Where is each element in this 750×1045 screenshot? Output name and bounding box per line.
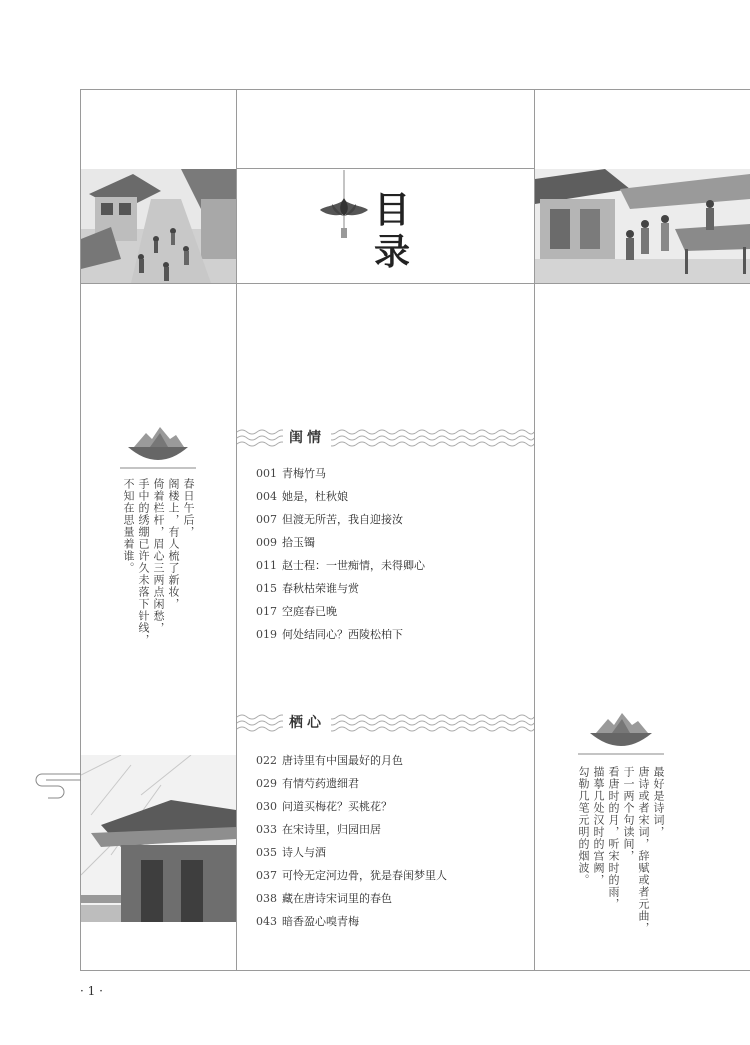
title-box-bottom bbox=[80, 283, 750, 284]
frame-col-line-1 bbox=[236, 89, 237, 971]
cloud-scroll-ornament bbox=[28, 764, 84, 800]
right-verse-line-2: 唐诗或者宋词，辞赋或者元曲， bbox=[637, 766, 650, 934]
toc-entry[interactable]: 037 可怜无定河边骨，犹是春闺梦里人 bbox=[256, 869, 447, 882]
toc-entry[interactable]: 043 暗香盈心嗅青梅 bbox=[256, 915, 359, 928]
right-verse-line-3: 于一两个句读间， bbox=[622, 766, 635, 862]
wave-divider-icon bbox=[237, 427, 534, 449]
toc-entry[interactable]: 029 有情芍药遗细君 bbox=[256, 777, 359, 790]
toc-entry[interactable]: 009 拾玉镯 bbox=[256, 536, 315, 549]
toc-entry[interactable]: 015 春秋枯荣谁与赏 bbox=[256, 582, 359, 595]
page-number: · 1 · bbox=[80, 984, 103, 998]
title-char-2: 录 bbox=[374, 231, 411, 273]
toc-entry[interactable]: 004 她是，杜秋娘 bbox=[256, 490, 348, 503]
frame-top-line bbox=[80, 89, 750, 90]
left-verse-line-4: 手中的绣绷已许久未落下针线， bbox=[137, 478, 150, 646]
toc-entry[interactable]: 030 问道买梅花？买桃花？ bbox=[256, 800, 392, 813]
wave-divider-icon bbox=[237, 712, 534, 734]
section-heading-1: 闺情 bbox=[283, 427, 331, 449]
right-verse-line-6: 勾勒几笔元明的烟波。 bbox=[577, 766, 590, 886]
right-verse-line-1: 最好是诗词， bbox=[652, 766, 665, 838]
section-heading-2: 栖心 bbox=[283, 712, 331, 734]
left-verse-line-2: 阁楼上，有人梳了新妆， bbox=[167, 478, 180, 610]
market-scene-illustration bbox=[535, 169, 750, 283]
left-verse-line-1: 春日午后， bbox=[182, 478, 195, 538]
section-header-1 bbox=[237, 427, 534, 449]
toc-entry[interactable]: 035 诗人与酒 bbox=[256, 846, 326, 859]
lotus-icon bbox=[318, 170, 370, 242]
mountain-bowl-icon bbox=[120, 421, 196, 469]
section-header-2 bbox=[237, 712, 534, 734]
toc-entry[interactable]: 033 在宋诗里，归园田居 bbox=[256, 823, 381, 836]
toc-entry[interactable]: 001 青梅竹马 bbox=[256, 467, 326, 480]
toc-entry[interactable]: 007 但渡无所苦，我自迎接汝 bbox=[256, 513, 403, 526]
right-verse-line-5: 描摹几处汉时的宫阙， bbox=[592, 766, 605, 886]
toc-entry[interactable]: 017 空庭春已晚 bbox=[256, 605, 337, 618]
title-box-top bbox=[236, 168, 534, 169]
left-verse-line-3: 倚着栏杆，眉心三两点闲愁， bbox=[152, 478, 165, 634]
toc-entry[interactable]: 038 藏在唐诗宋词里的春色 bbox=[256, 892, 392, 905]
title-char-1: 目 bbox=[374, 189, 411, 231]
toc-entry[interactable]: 011 赵士程：一世痴情，未得卿心 bbox=[256, 559, 425, 572]
toc-entry[interactable]: 022 唐诗里有中国最好的月色 bbox=[256, 754, 403, 767]
frame-bottom-line bbox=[80, 970, 750, 971]
ancient-street-illustration bbox=[81, 169, 236, 283]
snowy-pavilion-illustration bbox=[81, 755, 236, 922]
mountain-bowl-icon bbox=[578, 707, 664, 755]
right-verse-line-4: 看唐时的月，听宋时的雨， bbox=[607, 766, 620, 910]
left-verse-line-5: 不知在思量着谁。 bbox=[122, 478, 135, 574]
toc-entry[interactable]: 019 何处结同心？西陵松柏下 bbox=[256, 628, 403, 641]
